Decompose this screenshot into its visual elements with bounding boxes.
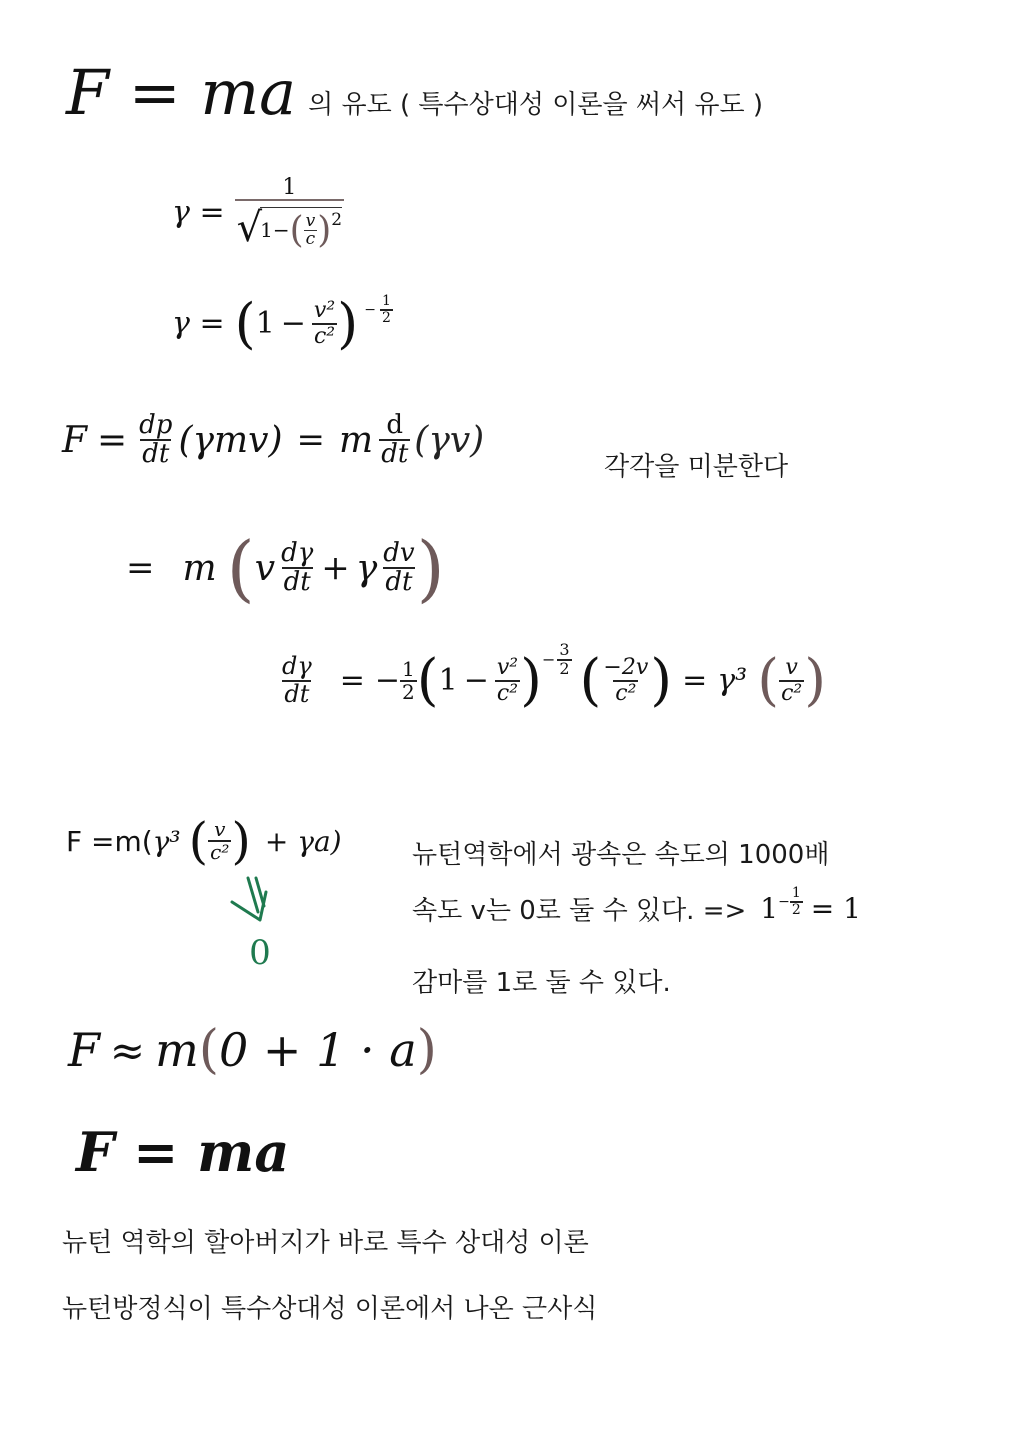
gamma-lhs: γ = [172, 195, 225, 231]
annotation-zero: 0 [249, 933, 271, 972]
force-equation: F = $\frac{dp}{dt}$ (γmv) = m $\frac{d}{dt}$ (γv) [62, 410, 485, 470]
note-line-3: 감마를 1로 둘 수 있다. [412, 968, 671, 998]
d-dt: $\frac{d}{dt}$ [381, 410, 409, 470]
dgamma-dt-equation: $\frac{d\gamma}{dt}$ = − $\frac{1}{2}$ ( 1 − $\frac{\text{v²}}{\text{c²}}$ ) − $\frac{3}{2}$ ( $\frac{-2v}{\text{c²}}$ ) = γ³ ( $\frac{v}{\text{c²}}$ ) [282, 640, 827, 713]
conclusion-line-1: 뉴턴 역학의 할아버지가 바로 특수 상대성 이론 [62, 1228, 589, 1258]
one: 1 [255, 306, 275, 341]
title-description: 의 유도 ( 특수상대성 이론을 써서 유도 ) [308, 89, 764, 120]
radicand: 1− ( $\frac{v}{c}$ ) 2 [260, 207, 342, 250]
down-arrow-icon [232, 878, 266, 920]
conclusion-line-2: 뉴턴방정식이 특수상대성 이론에서 나온 근사식 [62, 1294, 598, 1324]
title-formula: F = ma [66, 56, 297, 129]
note-line-2: 속도 v는 0로 둘 수 있다. => 1 − $\frac{1}{2}$ = 1 [412, 885, 861, 926]
gamma-power-form: γ = ( 1 − $\frac{\text{v²}}{\text{c²}}$ ) − $\frac{1}{2}$ [172, 292, 391, 355]
handwritten-arrow-annotation [222, 872, 302, 972]
dgamma-exponent: − $\frac{3}{2}$ [541, 640, 570, 678]
product-rule: = m ( v $\frac{d\gamma}{dt}$ + γ $\frac{dv}{dt}$ ) [126, 526, 445, 610]
approximation-equation: F ≈ m ( 0 + 1 · a ) [68, 1020, 437, 1080]
radicand-text: 1− [260, 218, 290, 243]
differentiate-note: 각각을 미분한다 [604, 452, 789, 482]
radicand-exponent: 2 [331, 210, 343, 231]
note-line-1: 뉴턴역학에서 광속은 속도의 1000배 [412, 840, 830, 870]
v-over-c: $\frac{v}{c}$ [305, 210, 316, 250]
power-exponent: − $\frac{1}{2}$ [364, 293, 391, 326]
dp-dt: $\frac{dp}{dt}$ [139, 410, 173, 470]
sqrt-sign: √ [236, 205, 263, 252]
gamma-denominator [235, 199, 345, 250]
gamma-numerator: 1 [282, 175, 297, 200]
title-line [66, 58, 763, 128]
gamma-fraction [235, 176, 345, 250]
v2-over-c2: $\frac{\text{v²}}{\text{c²}}$ [313, 298, 336, 349]
final-formula: F = ma [76, 1120, 290, 1184]
gamma-definition [172, 176, 344, 250]
force-substituted: F =m( γ³ ( $\frac{v}{\text{c²}}$ ) + γa) [66, 812, 342, 870]
gamma-lhs-2: γ = [172, 306, 225, 341]
